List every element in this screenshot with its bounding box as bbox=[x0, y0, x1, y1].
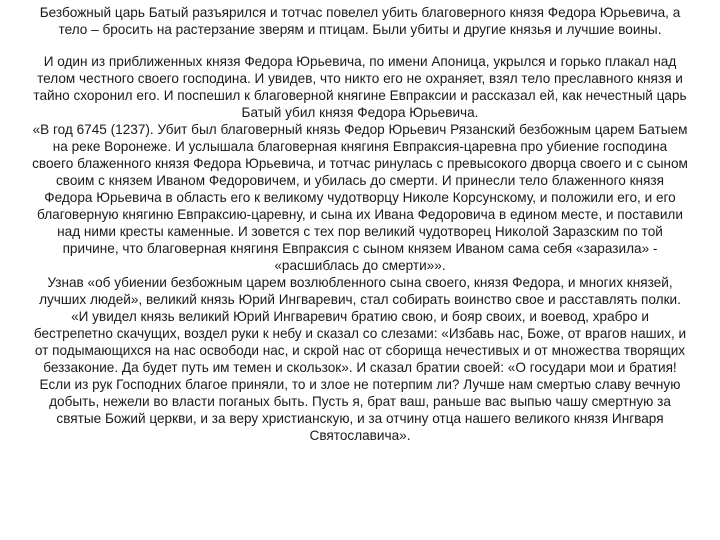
text-line: на реке Воронеже. И услышала благоверная княгиня Евпраксия-царевна про убиение господина bbox=[52, 139, 668, 154]
text-line: над ними кресты каменные. И зовется с тех пор великий чудотворец Николой Заразским по той bbox=[57, 224, 663, 239]
text-line: беззаконие. Да будет путь им темен и скользок». И сказал братии своей: «О государи мои и братия! bbox=[43, 360, 677, 375]
text-line: тайно схоронил его. И поспешил к благоверной княгине Евпраксии и рассказал ей, как нечестный царь bbox=[33, 88, 687, 103]
text-line: Если из рук Господних благое приняли, то и злое не потерпим ли? Лучше нам смертью славу вечную bbox=[39, 377, 681, 392]
text-line: своим с князем Иваном Федоровичем, и убилась до смерти. И принесли тело блаженного князя bbox=[55, 173, 665, 188]
text-line: от подымающихся на нас освободи нас, и скрой нас от сборища нечестивых и от множества творящих bbox=[34, 343, 686, 358]
text-line: «И увидел князь великий Юрий Ингваревич братию свою, и бояр своих, и воевод, храбро и bbox=[71, 309, 649, 324]
paragraph-gap bbox=[6, 38, 714, 53]
paragraph-intro bbox=[6, 4, 714, 38]
text-line: И один из приближенных князя Федора Юрьевича, по имени Апоница, укрылся и горько плакал над bbox=[43, 54, 677, 69]
text-line: Батый убил князя Федора Юрьевича. bbox=[241, 105, 479, 120]
text-line: причине, что благоверная княгиня Евпраксия с сыном князем Иваном сама себя «заразила» - bbox=[62, 241, 658, 256]
text-line: Святославича». bbox=[309, 428, 411, 443]
paragraph-main bbox=[6, 53, 714, 444]
text-line: «расшиблась до смерти»». bbox=[274, 258, 446, 273]
text-line: Безбожный царь Батый разъярился и тотчас повелел убить благоверного князя Федора Юрьевича, а bbox=[39, 5, 681, 20]
text-line: «В год 6745 (1237). Убит был благоверный князь Федор Юрьевич Рязанский безбожным царем Батыем bbox=[32, 122, 688, 137]
text-line: бестрепетно скачущих, воздел руки к небу и сказал со слезами: «Избавь нас, Боже, от врагов наших, и bbox=[33, 326, 687, 341]
text-line: святые Божий церкви, и за веру христианскую, и за отчину отца нашего великого князя Ингваря bbox=[56, 411, 664, 426]
text-line: добыть, нежели во власти поганых быть. Пусть я, брат ваш, раньше вас выпью чашу смертную за bbox=[49, 394, 671, 409]
text-line: Федора Юрьевича в область его к великому чудотворцу Николе Корсунскому, и положили его, и его bbox=[44, 190, 676, 205]
text-line: лучших людей», великий князь Юрий Ингваревич, стал собирать воинство свое и расставлять полки. bbox=[39, 292, 681, 307]
text-line: своего блаженного князя Федора Юрьевича, и тотчас ринулась с превысокого дворца своего и с сыном bbox=[32, 156, 688, 171]
text-line: тело – бросить на растерзание зверям и птицам. Были убиты и другие князья и лучшие воины. bbox=[58, 22, 662, 37]
text-line: телом честного своего господина. И увидев, что никто его не охраняет, взял тело преславного князя и bbox=[37, 71, 683, 86]
text-line: Узнав «об убиении безбожным царем возлюбленного сына своего, князя Федора, и многих князей, bbox=[47, 275, 673, 290]
text-line: благоверную княгиню Евпраксию-царевну, и сына их Ивана Федоровича в едином месте, и поставили bbox=[37, 207, 683, 222]
